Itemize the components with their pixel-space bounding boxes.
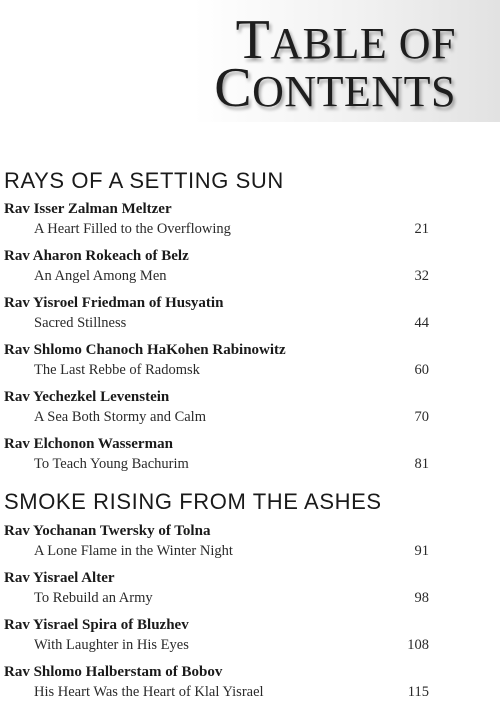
entry-page-number: 70	[414, 409, 429, 425]
entry-subtitle: A Sea Both Stormy and Calm	[34, 409, 206, 425]
entry-page-number: 32	[414, 268, 429, 284]
entry-subtitle: His Heart Was the Heart of Klal Yisrael	[34, 684, 264, 700]
entry-name: Rav Yisrael Alter	[4, 570, 115, 586]
entry-page-number: 60	[414, 362, 429, 378]
entry-page-number: 81	[414, 456, 429, 472]
title-line-2	[214, 57, 456, 119]
entry-name: Rav Yisrael Spira of Bluzhev	[4, 617, 189, 633]
entry-subtitle: Sacred Stillness	[34, 315, 127, 331]
entry-page-number: 115	[407, 684, 429, 700]
entry-name: Rav Aharon Rokeach of Belz	[4, 248, 189, 264]
entry-page-number: 44	[414, 315, 429, 331]
entry-subtitle: A Lone Flame in the Winter Night	[34, 543, 233, 559]
entry-page-number: 108	[407, 637, 429, 653]
title-line-1-cap: T	[235, 9, 271, 71]
entry-name: Rav Yochanan Twersky of Tolna	[4, 523, 211, 539]
entry-subtitle: With Laughter in His Eyes	[34, 637, 189, 653]
entry-page-number: 91	[414, 543, 429, 559]
entry-subtitle: To Rebuild an Army	[34, 590, 153, 606]
title-block	[193, 0, 500, 122]
entry-name: Rav Shlomo Chanoch HaKohen Rabinowitz	[4, 342, 286, 358]
entry-name: Rav Yisroel Friedman of Husyatin	[4, 295, 224, 311]
entry-name: Rav Isser Zalman Meltzer	[4, 201, 172, 217]
entry-subtitle: An Angel Among Men	[34, 268, 167, 284]
entry-page-number: 21	[414, 221, 429, 237]
entry-page-number: 98	[414, 590, 429, 606]
entry-subtitle: To Teach Young Bachurim	[34, 456, 189, 472]
section-heading: RAYS OF A SETTING SUN	[4, 168, 284, 193]
entry-name: Rav Yechezkel Levenstein	[4, 389, 170, 405]
entry-name: Rav Elchonon Wasserman	[4, 436, 173, 452]
entry-name: Rav Shlomo Halberstam of Bobov	[4, 664, 223, 680]
entry-subtitle: The Last Rebbe of Radomsk	[34, 362, 200, 378]
title-line-2-rest: ONTENTS	[252, 67, 456, 116]
section-heading: SMOKE RISING FROM THE ASHES	[4, 489, 382, 514]
entry-subtitle: A Heart Filled to the Overflowing	[34, 221, 231, 237]
title-line-2-cap: C	[214, 57, 253, 119]
title-line-1-rest: ABLE OF	[270, 19, 456, 68]
